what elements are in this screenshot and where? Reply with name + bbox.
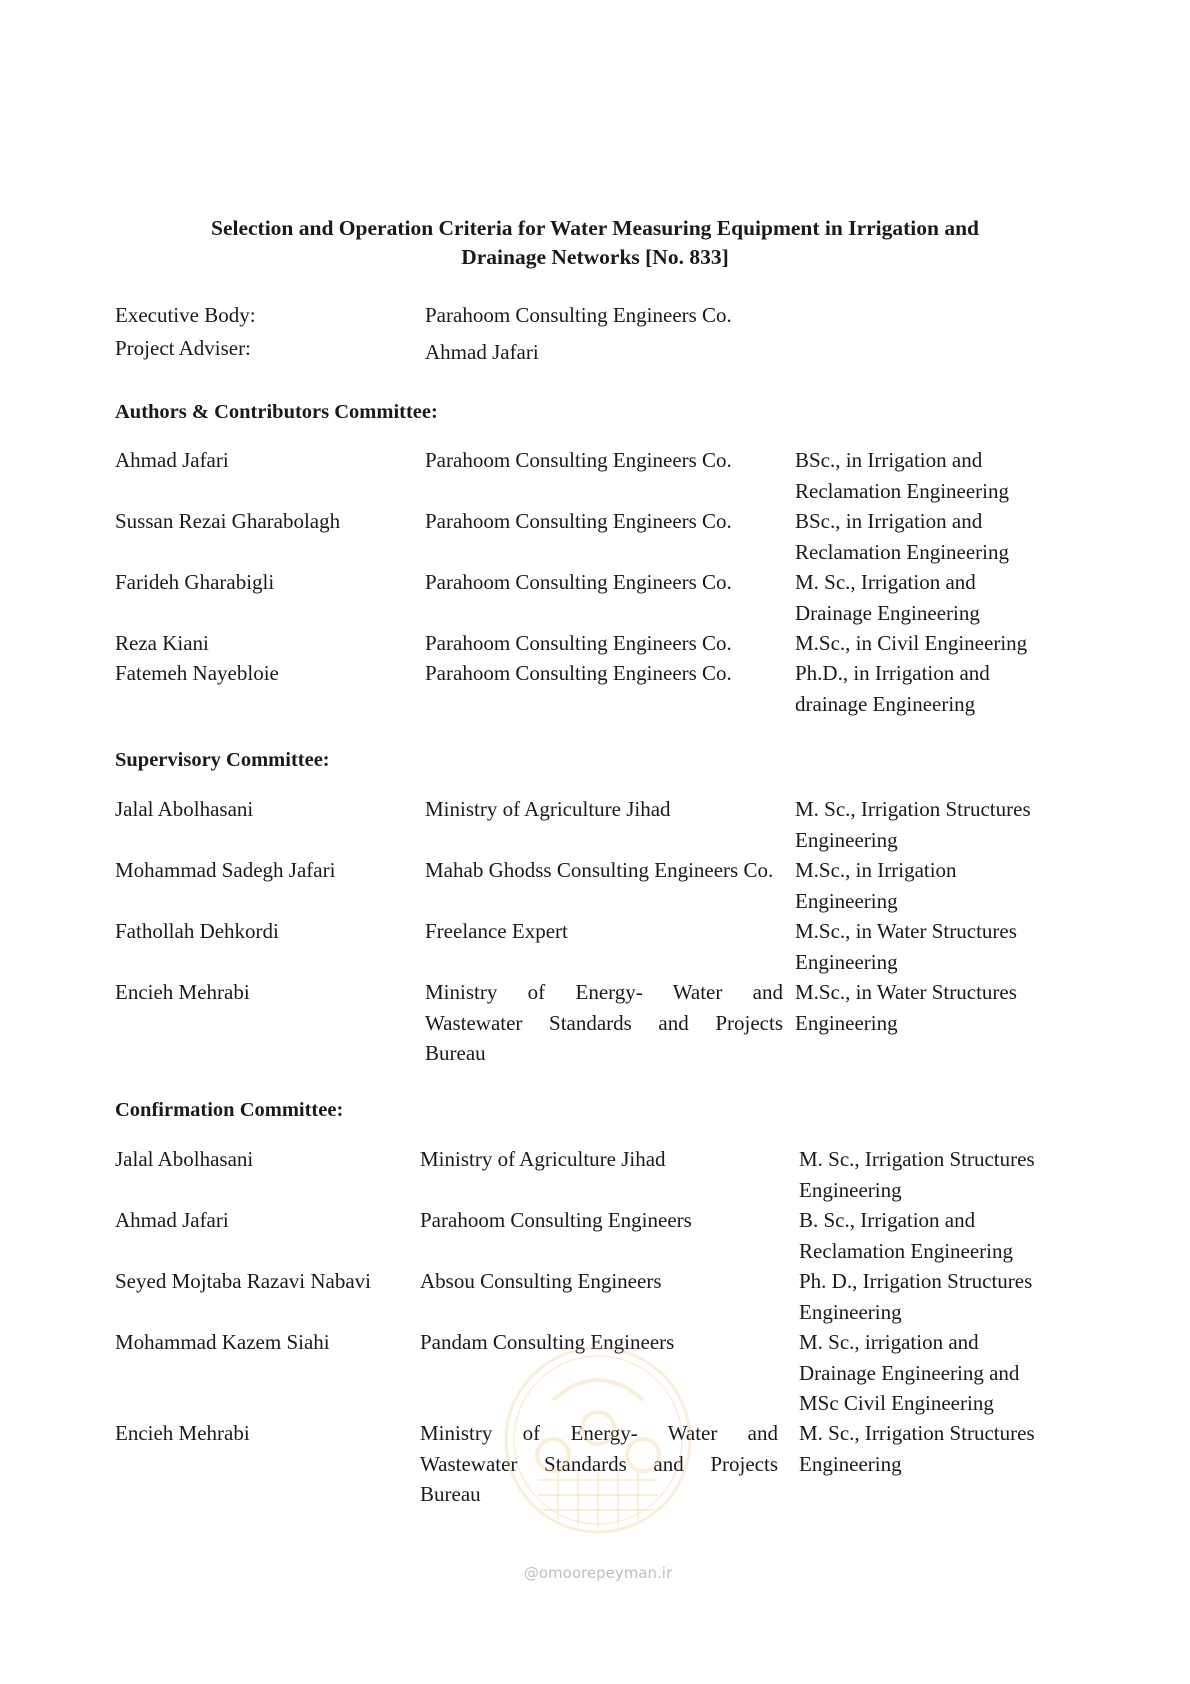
watermark-seal-icon — [498, 1340, 698, 1590]
member-organization: Parahoom Consulting Engineers — [420, 1208, 692, 1232]
member-name: Encieh Mehrabi — [115, 1421, 250, 1445]
watermark-logo — [498, 1340, 698, 1590]
watermark-text: @omoorepeyman.ir — [523, 1564, 673, 1582]
member-degree: Ph. D., Irrigation Structures Engineering — [799, 1269, 1033, 1324]
page-title-line-2: Drainage Networks [No. 833] — [461, 245, 729, 269]
member-name: Reza Kiani — [115, 631, 209, 655]
member-degree: M. Sc., Irrigation Structures Engineering — [799, 1147, 1035, 1202]
member-degree: B. Sc., Irrigation and Reclamation Engineering — [799, 1208, 1014, 1263]
member-name: Fathollah Dehkordi — [115, 919, 279, 943]
member-name: Ahmad Jafari — [115, 1208, 229, 1232]
executive-body-label: Executive Body: — [115, 303, 256, 327]
member-organization: Parahoom Consulting Engineers Co. — [425, 631, 732, 655]
member-name: Encieh Mehrabi — [115, 980, 250, 1004]
member-degree: M. Sc., Irrigation and Drainage Engineering — [795, 570, 980, 625]
member-name: Jalal Abolhasani — [115, 797, 254, 821]
authors-committee-heading: Authors & Contributors Committee: — [115, 401, 438, 423]
member-organization: Parahoom Consulting Engineers Co. — [425, 509, 732, 533]
member-name: Farideh Gharabigli — [115, 570, 275, 594]
page-title-line-1: Selection and Operation Criteria for Water Measuring Equipment in Irrigation and — [210, 216, 980, 240]
member-degree: M.Sc., in Irrigation Engineering — [795, 858, 957, 913]
member-name: Mohammad Sadegh Jafari — [115, 858, 336, 882]
member-name: Sussan Rezai Gharabolagh — [115, 509, 341, 533]
member-organization: Parahoom Consulting Engineers Co. — [425, 448, 732, 472]
member-name: Fatemeh Nayebloie — [115, 661, 279, 685]
project-adviser-value: Ahmad Jafari — [425, 340, 539, 364]
project-adviser-label: Project Adviser: — [115, 336, 251, 360]
member-organization: Ministry of Agriculture Jihad — [420, 1147, 666, 1171]
member-organization: Parahoom Consulting Engineers Co. — [425, 570, 732, 594]
confirmation-committee-heading: Confirmation Committee: — [115, 1099, 344, 1121]
member-organization: Absou Consulting Engineers — [420, 1269, 662, 1293]
member-degree: M. Sc., Irrigation Structures Engineering — [795, 797, 1031, 852]
member-degree: M.Sc., in Civil Engineering — [795, 631, 1028, 655]
page-title — [150, 214, 1040, 272]
member-degree: BSc., in Irrigation and Reclamation Engineering — [795, 448, 1010, 503]
member-organization: Ministry of Energy- Water and Wastewater Standards and Projects Bureau — [420, 1421, 778, 1506]
member-degree: M.Sc., in Water Structures Engineering — [795, 919, 1017, 974]
member-name: Jalal Abolhasani — [115, 1147, 254, 1171]
member-name: Mohammad Kazem Siahi — [115, 1330, 330, 1354]
supervisory-committee-heading: Supervisory Committee: — [115, 749, 330, 771]
member-name: Seyed Mojtaba Razavi Nabavi — [115, 1269, 371, 1293]
member-organization: Ministry of Agriculture Jihad — [425, 797, 671, 821]
member-organization: Freelance Expert — [425, 919, 568, 943]
member-organization: Pandam Consulting Engineers — [420, 1330, 675, 1354]
member-name: Ahmad Jafari — [115, 448, 229, 472]
member-degree: M.Sc., in Water Structures Engineering — [795, 980, 1017, 1035]
member-degree: Ph.D., in Irrigation and drainage Engineering — [795, 661, 990, 716]
member-organization: Parahoom Consulting Engineers Co. — [425, 661, 732, 685]
executive-body-value: Parahoom Consulting Engineers Co. — [425, 303, 732, 327]
member-degree: M. Sc., irrigation and Drainage Engineering and MSc Civil Engineering — [799, 1330, 1020, 1415]
member-degree: M. Sc., Irrigation Structures Engineering — [799, 1421, 1035, 1476]
member-degree: BSc., in Irrigation and Reclamation Engineering — [795, 509, 1010, 564]
member-organization: Ministry of Energy- Water and Wastewater Standards and Projects Bureau — [425, 980, 783, 1065]
member-organization: Mahab Ghodss Consulting Engineers Co. — [425, 858, 774, 882]
